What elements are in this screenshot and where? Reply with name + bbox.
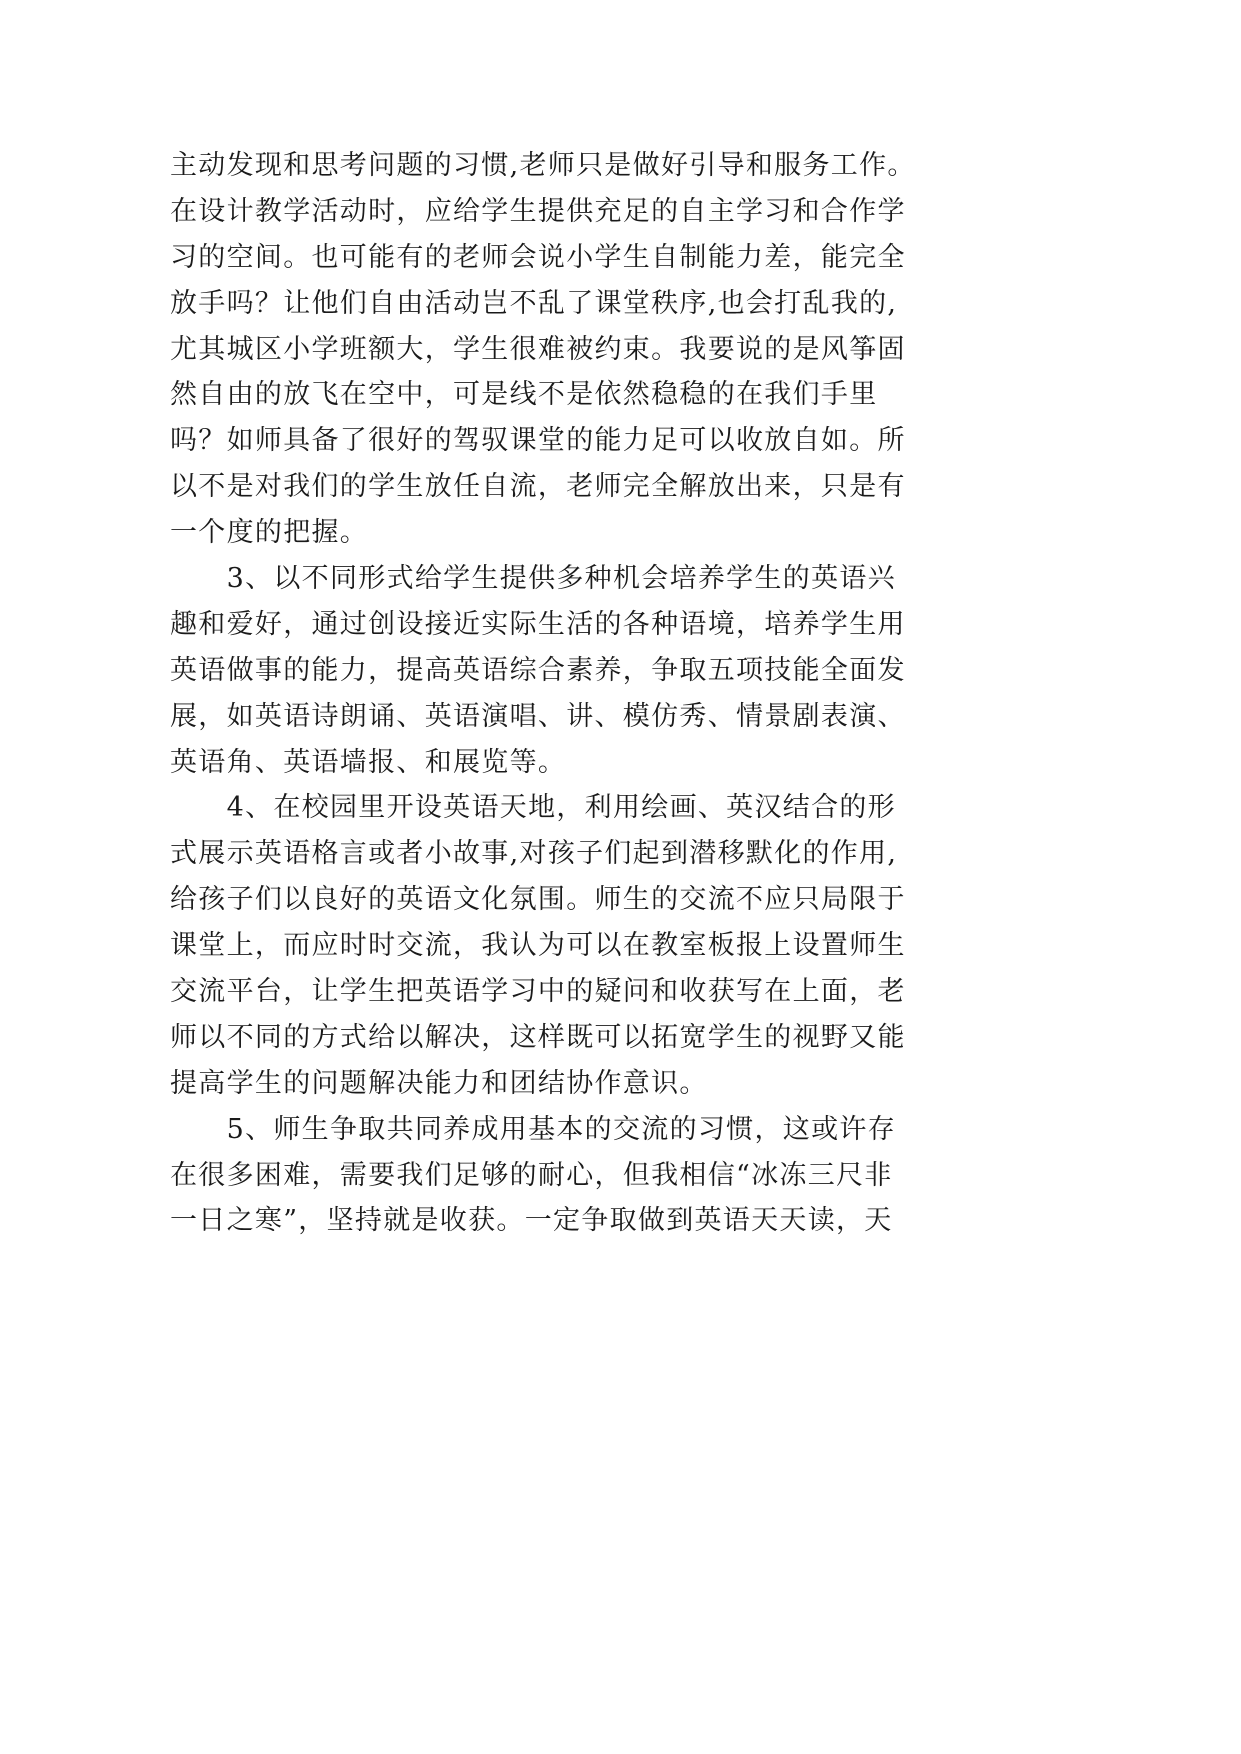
text-line: 习的空间。也可能有的老师会说小学生自制能力差，能完全 <box>170 241 906 273</box>
text-line: 展，如英语诗朗诵、英语演唱、讲、模仿秀、情景剧表演、 <box>170 700 906 732</box>
text-line: 放手吗？让他们自由活动岂不乱了课堂秩序,也会打乱我的, <box>170 287 898 319</box>
text-line: 主动发现和思考问题的习惯,老师只是做好引导和服务工作。 <box>170 150 916 181</box>
body-text <box>170 143 950 1244</box>
text-line: 交流平台，让学生把英语学习中的疑问和收获写在上面，老 <box>170 976 906 1008</box>
text-line: 然自由的放飞在空中，可是线不是依然稳稳的在我们手里 <box>170 379 878 411</box>
text-line: 尤其城区小学班额大，学生很难被约束。我要说的是风筝固 <box>170 333 906 365</box>
text-line: 师以不同的方式给以解决，这样既可以拓宽学生的视野又能 <box>170 1021 906 1053</box>
text-line: 4、在校园里开设英语天地，利用绘画、英汉结合的形 <box>170 792 896 824</box>
text-line: 趣和爱好，通过创设接近实际生活的各种语境，培养学生用 <box>170 608 906 640</box>
text-line: 英语角、英语墙报、和展览等。 <box>170 746 567 778</box>
text-line: 式展示英语格言或者小故事,对孩子们起到潜移默化的作用, <box>170 838 898 870</box>
text-line: 课堂上，而应时时交流，我认为可以在教室板报上设置师生 <box>170 930 906 962</box>
text-line: 一日之寒”，坚持就是收获。一定争取做到英语天天读，天 <box>170 1205 893 1237</box>
text-line: 5、师生争取共同养成用基本的交流的习惯，这或许存 <box>170 1113 896 1145</box>
text-line: 吗？如师具备了很好的驾驭课堂的能力足可以收放自如。所 <box>170 425 906 457</box>
text-line: 给孩子们以良好的英语文化氛围。师生的交流不应只局限于 <box>170 884 906 916</box>
text-line: 英语做事的能力，提高英语综合素养，争取五项技能全面发 <box>170 654 906 686</box>
text-line: 在设计教学活动时，应给学生提供充足的自主学习和合作学 <box>170 195 906 227</box>
text-line: 提高学生的问题解决能力和团结协作意识。 <box>170 1067 708 1099</box>
text-line: 3、以不同形式给学生提供多种机会培养学生的英语兴 <box>170 563 896 595</box>
text-line: 以不是对我们的学生放任自流，老师完全解放出来，只是有 <box>170 471 906 503</box>
text-line: 在很多困难，需要我们足够的耐心，但我相信“冰冻三尺非 <box>170 1159 893 1191</box>
text-line: 一个度的把握。 <box>170 517 369 549</box>
